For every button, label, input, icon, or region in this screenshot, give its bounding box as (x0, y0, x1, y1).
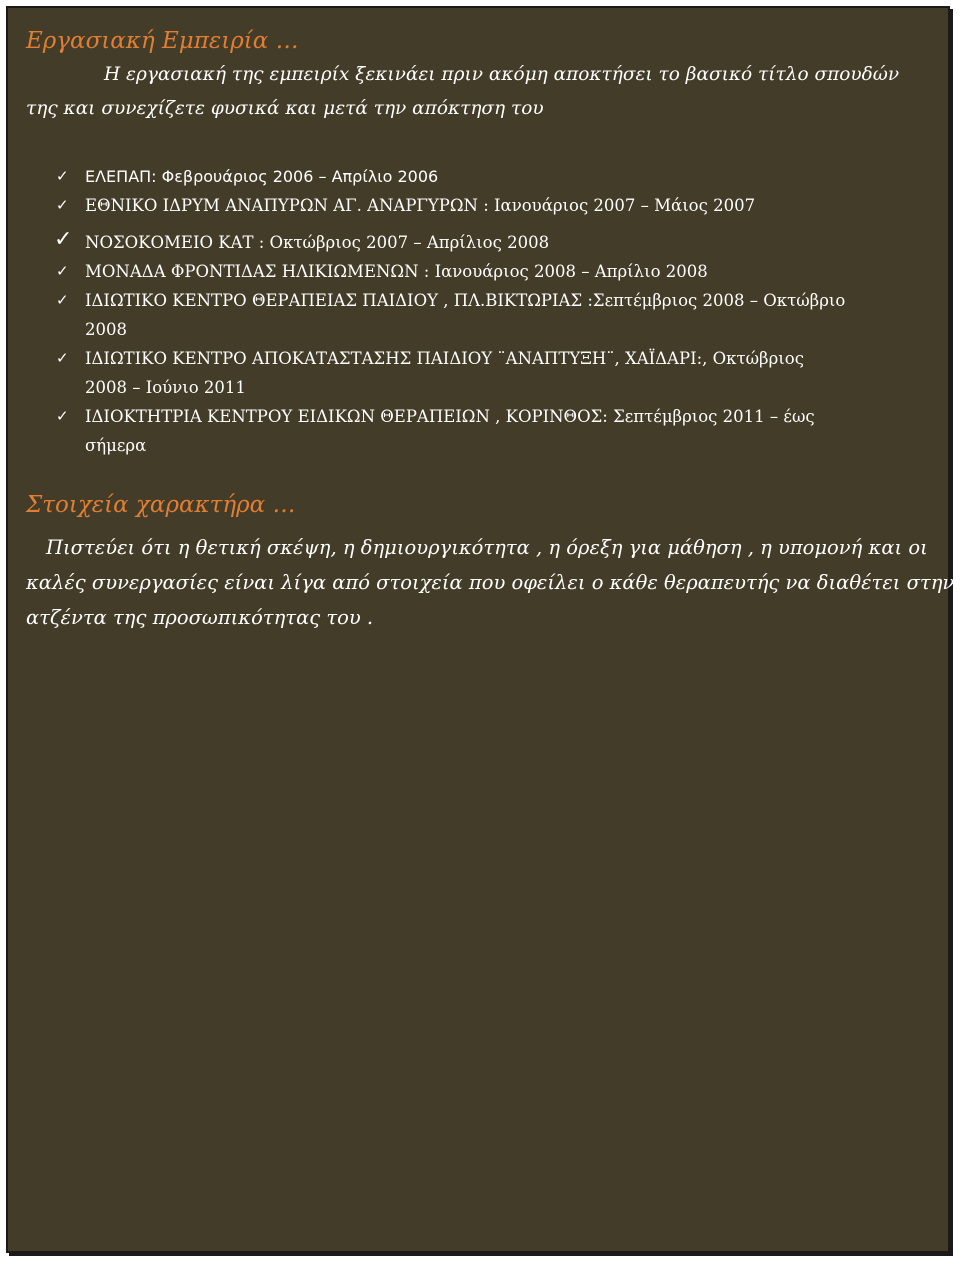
list-item (56, 344, 845, 402)
experience-intro (26, 58, 899, 126)
check-icon: ✓ (54, 227, 73, 252)
experience-heading: Εργασιακή Εμπειρία … (26, 28, 299, 54)
character-line-2: καλές συνεργασίες είναι λίγα από στοιχεία που οφείλει ο κάθε θεραπευτής να διαθέτει στην (26, 571, 955, 594)
check-icon: ✓ (56, 167, 69, 185)
experience-intro-line-2: της και συνεχίζετε φυσικά και μετά την απόκτηση του (26, 98, 544, 119)
check-icon: ✓ (56, 349, 69, 367)
list-item (56, 162, 845, 191)
list-item (56, 257, 845, 286)
list-item-text: ΙΔΙΟΚΤΗΤΡΙΑ ΚΕΝΤΡΟΥ ΕΙΔΙΚΩΝ ΘΕΡΑΠΕΙΩΝ , ΚΟΡΙΝΘΟΣ: Σεπτέμβριος 2011 – έως (85, 407, 815, 426)
list-item-text: ΙΔΙΩΤΙΚΟ ΚΕΝΤΡΟ ΘΕΡΑΠΕΙΑΣ ΠΑΙΔΙΟΥ , ΠΛ.ΒΙΚΤΩΡΙΑΣ :Σεπτέμβριος 2008 – Οκτώβριο (85, 291, 846, 310)
character-line-1: Πιστεύει ότι η θετική σκέψη, η δημιουργικότητα , η όρεξη για μάθηση , η υπομονή και οι (46, 536, 928, 559)
list-item-text: ΙΔΙΩΤΙΚΟ ΚΕΝΤΡΟ ΑΠΟΚΑΤΑΣΤΑΣΗΣ ΠΑΙΔΙΟΥ ¨ΑΝΑΠΤΥΞΗ¨, ΧΑΪΔΑΡΙ:, Οκτώβριος (85, 349, 804, 368)
check-icon: ✓ (56, 291, 69, 309)
check-icon: ✓ (56, 407, 69, 425)
check-icon: ✓ (56, 262, 69, 280)
check-icon: ✓ (56, 196, 69, 214)
list-item (56, 228, 845, 257)
list-item-text-continued: 2008 (85, 320, 127, 339)
list-item (56, 286, 845, 344)
experience-list (56, 162, 845, 460)
list-item-text: ΕΘΝΙΚΟ ΙΔΡΥΜ ΑΝΑΠΥΡΩΝ ΑΓ. ΑΝΑΡΓΥΡΩΝ : Ιανουάριος 2007 – Μάιος 2007 (85, 196, 756, 215)
list-item-text-continued: σήμερα (85, 436, 147, 455)
character-line-3: ατζέντα της προσωπικότητας του . (26, 606, 374, 629)
page-panel (6, 6, 955, 1253)
list-item-text-continued: 2008 – Ιούνιο 2011 (85, 378, 246, 397)
list-item-text: ΜΟΝΑΔΑ ΦΡΟΝΤΙΔΑΣ ΗΛΙΚΙΩΜΕΝΩΝ : Ιανουάριος 2008 – Απρίλιο 2008 (85, 262, 708, 281)
list-item-text: ΝΟΣΟΚΟΜΕΙΟ ΚΑΤ : Οκτώβριος 2007 – Απρίλιος 2008 (85, 233, 550, 252)
experience-intro-line-1: Η εργασιακή της εμπειρίx ξεκινάει πριν ακόμη αποκτήσει το βασικό τίτλο σπουδών (104, 64, 900, 85)
list-item (56, 191, 845, 220)
character-paragraph (26, 530, 954, 635)
list-item (56, 402, 845, 460)
list-item-text: ΕΛΕΠΑΠ: Φεβρουάριος 2006 – Απρίλιο 2006 (85, 167, 439, 186)
character-heading: Στοιχεία χαρακτήρα … (26, 492, 296, 518)
